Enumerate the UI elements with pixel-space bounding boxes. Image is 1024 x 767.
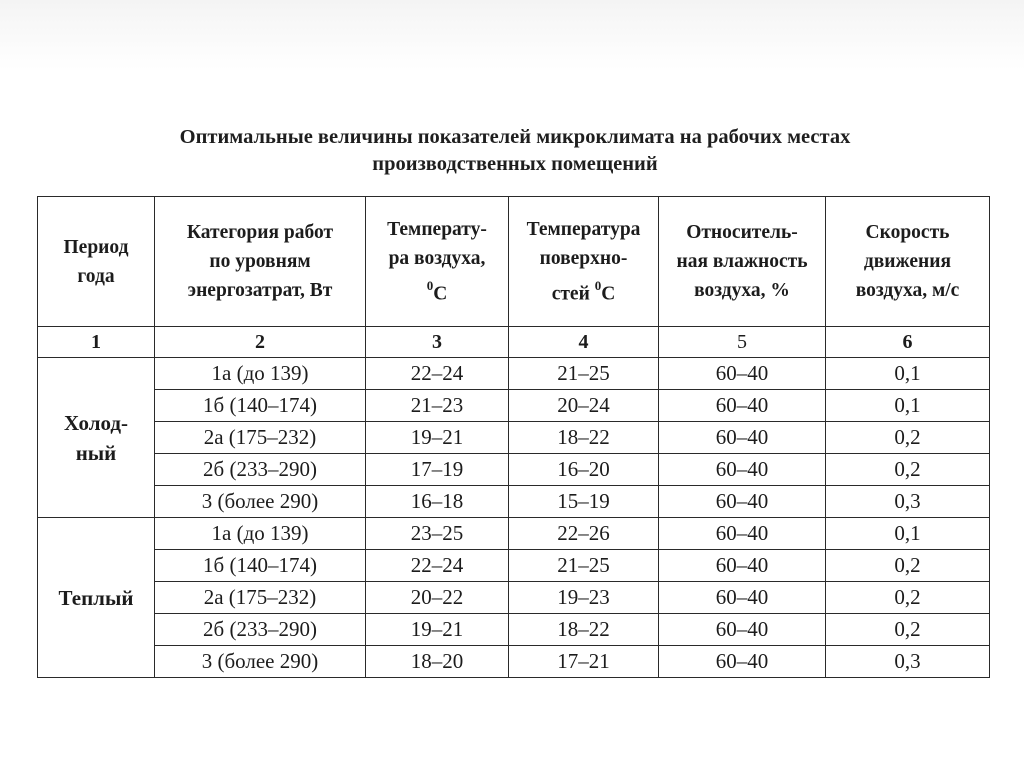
category-cell: 2а (175–232) (155, 422, 366, 454)
speed-cell: 0,1 (826, 390, 990, 422)
air-temp-cell: 20–22 (366, 582, 509, 614)
column-number: 4 (509, 327, 659, 358)
air-temp-cell: 23–25 (366, 518, 509, 550)
column-number: 1 (38, 327, 155, 358)
surface-temp-cell: 21–25 (509, 358, 659, 390)
header-speed (826, 197, 990, 327)
speed-cell: 0,1 (826, 518, 990, 550)
air-temp-cell: 19–21 (366, 422, 509, 454)
table-row (38, 550, 990, 582)
period-label-line: Холод- (63, 410, 129, 435)
header-speed-line: Скорость (865, 222, 950, 243)
column-number: 5 (659, 327, 826, 358)
air-temp-cell: 18–20 (366, 646, 509, 678)
surface-temp-cell: 20–24 (509, 390, 659, 422)
degree-mark: 0 (426, 277, 434, 293)
speed-cell: 0,1 (826, 358, 990, 390)
air-temp-cell: 22–24 (366, 358, 509, 390)
air-temp-cell: 19–21 (366, 614, 509, 646)
category-cell: 1а (до 139) (155, 518, 366, 550)
category-cell: 2а (175–232) (155, 582, 366, 614)
period-label-line: ный (75, 440, 117, 465)
header-humidity-line: воздуха, % (694, 280, 790, 301)
speed-cell: 0,3 (826, 486, 990, 518)
period-cell-warm (38, 518, 155, 678)
header-category-line: энергозатрат, Вт (187, 280, 333, 301)
humidity-cell: 60–40 (659, 550, 826, 582)
surface-temp-cell: 22–26 (509, 518, 659, 550)
surface-temp-cell: 21–25 (509, 550, 659, 582)
table-title (120, 124, 910, 178)
category-cell: 1а (до 139) (155, 358, 366, 390)
header-surface-temp-line: поверхно- (539, 247, 628, 269)
header-period-line: Период (63, 236, 129, 258)
table-row (38, 390, 990, 422)
header-air-temp-line: ра воздуха, (388, 247, 486, 269)
speed-cell: 0,2 (826, 454, 990, 486)
header-surface-temp-line: стей (551, 283, 595, 305)
table-title-line-2: производственных помещений (372, 153, 658, 175)
table-row (38, 422, 990, 454)
column-number: 6 (826, 327, 990, 358)
speed-cell: 0,2 (826, 614, 990, 646)
surface-temp-cell: 19–23 (509, 582, 659, 614)
category-cell: 1б (140–174) (155, 390, 366, 422)
surface-temp-cell: 16–20 (509, 454, 659, 486)
header-period-line: года (77, 265, 115, 287)
table-row (38, 582, 990, 614)
humidity-cell: 60–40 (659, 358, 826, 390)
table-title-line-1: Оптимальные величины показателей микроклимата на рабочих местах (179, 126, 851, 148)
header-air-temp (366, 197, 509, 327)
unit-celsius: C (433, 283, 448, 305)
category-cell: 3 (более 290) (155, 486, 366, 518)
category-cell: 1б (140–174) (155, 550, 366, 582)
air-temp-cell: 21–23 (366, 390, 509, 422)
table-row (38, 646, 990, 678)
microclimate-table (37, 196, 990, 678)
speed-cell: 0,2 (826, 422, 990, 454)
top-band (0, 0, 1024, 70)
period-label-line: Теплый (58, 585, 134, 610)
header-air-temp-line: Температу- (387, 218, 487, 240)
column-number-row (38, 327, 990, 358)
air-temp-cell: 22–24 (366, 550, 509, 582)
speed-cell: 0,3 (826, 646, 990, 678)
header-speed-line: движения (863, 251, 952, 272)
humidity-cell: 60–40 (659, 486, 826, 518)
header-humidity-line: ная влажность (676, 251, 808, 272)
speed-cell: 0,2 (826, 582, 990, 614)
air-temp-cell: 16–18 (366, 486, 509, 518)
humidity-cell: 60–40 (659, 518, 826, 550)
unit-celsius: C (601, 283, 616, 305)
humidity-cell: 60–40 (659, 646, 826, 678)
humidity-cell: 60–40 (659, 614, 826, 646)
column-number: 2 (155, 327, 366, 358)
table-row (38, 454, 990, 486)
header-category-line: Категория работ (186, 222, 334, 243)
header-humidity (659, 197, 826, 327)
header-air-temp-unit (366, 273, 508, 309)
header-category (155, 197, 366, 327)
column-number: 3 (366, 327, 509, 358)
header-row (38, 197, 990, 327)
category-cell: 3 (более 290) (155, 646, 366, 678)
header-surface-temp-line: Температура (526, 218, 641, 240)
header-surface-temp-unit (509, 273, 658, 309)
humidity-cell: 60–40 (659, 422, 826, 454)
surface-temp-cell: 18–22 (509, 422, 659, 454)
header-speed-line: воздуха, м/с (855, 280, 960, 301)
surface-temp-cell: 15–19 (509, 486, 659, 518)
table-row (38, 518, 990, 550)
header-surface-temp (509, 197, 659, 327)
header-humidity-line: Относитель- (686, 222, 798, 243)
degree-mark: 0 (594, 277, 602, 293)
period-cell-cold (38, 358, 155, 518)
humidity-cell: 60–40 (659, 582, 826, 614)
table-row (38, 486, 990, 518)
speed-cell: 0,2 (826, 550, 990, 582)
humidity-cell: 60–40 (659, 454, 826, 486)
header-category-line: по уровням (209, 251, 311, 272)
category-cell: 2б (233–290) (155, 454, 366, 486)
header-period (38, 197, 155, 327)
table-row (38, 358, 990, 390)
surface-temp-cell: 18–22 (509, 614, 659, 646)
table-row (38, 614, 990, 646)
surface-temp-cell: 17–21 (509, 646, 659, 678)
category-cell: 2б (233–290) (155, 614, 366, 646)
air-temp-cell: 17–19 (366, 454, 509, 486)
humidity-cell: 60–40 (659, 390, 826, 422)
